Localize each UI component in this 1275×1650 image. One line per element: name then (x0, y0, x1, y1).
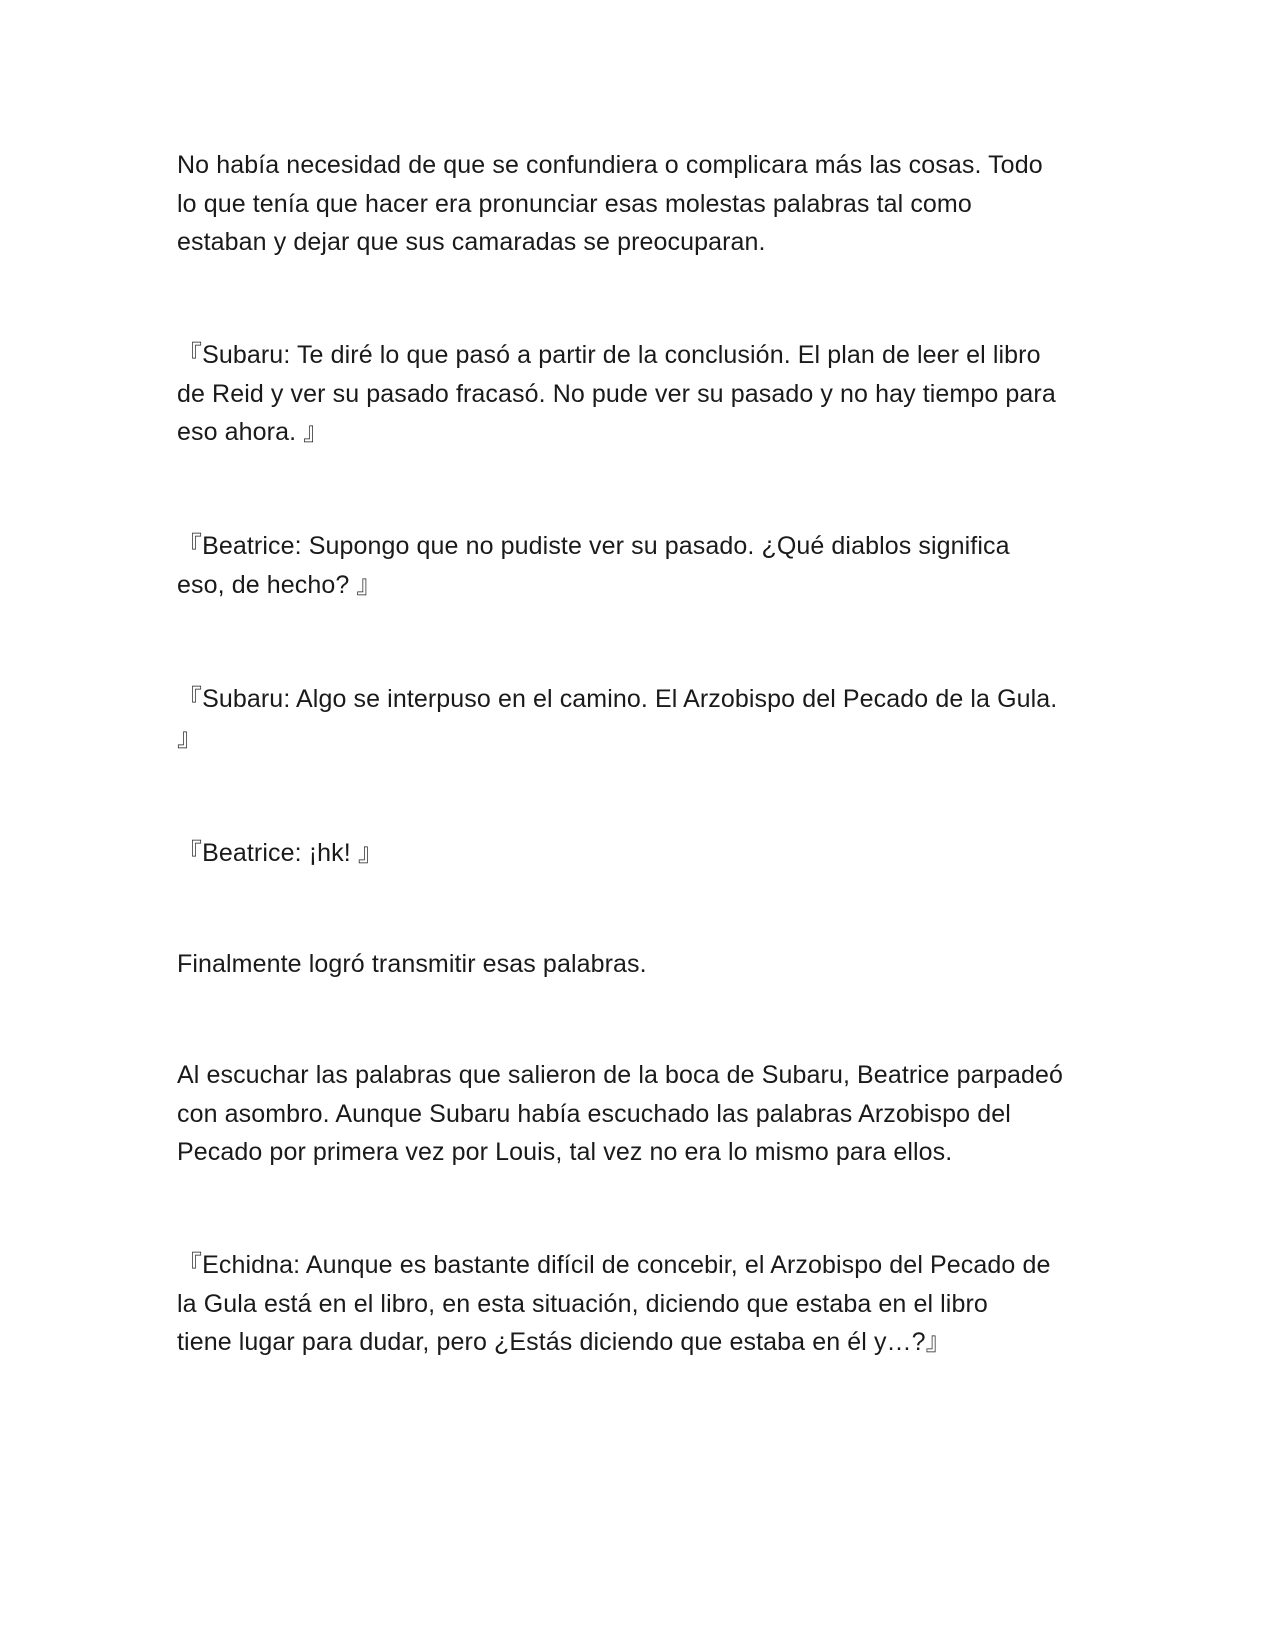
text-line: Al escuchar las palabras que salieron de la boca de Subaru, Beatrice parpadeó (177, 1061, 1064, 1089)
paragraph-dialogue-echidna-1 (177, 1246, 1107, 1362)
text-line: de Reid y ver su pasado fracasó. No pude ver su pasado y no hay tiempo para (177, 379, 1056, 408)
text-line: Finalmente logró transmitir esas palabras. (177, 950, 647, 978)
text-line: Pecado por primera vez por Louis, tal vez no era lo mismo para ellos. (177, 1138, 953, 1166)
paragraph-narration-3 (177, 1056, 1107, 1172)
text-line: eso, de hecho? 』 (177, 570, 382, 599)
text-line: eso ahora. 』 (177, 418, 329, 446)
paragraph-dialogue-beatrice-1 (177, 527, 1107, 604)
paragraph-narration-2 (177, 945, 1107, 984)
paragraph-dialogue-subaru-1 (177, 336, 1107, 452)
text-line: No había necesidad de que se confundiera o complicara más las cosas. Todo (177, 151, 1043, 179)
text-line: 』 (177, 723, 203, 752)
paragraph-narration-1 (177, 146, 1107, 262)
text-line: con asombro. Aunque Subaru había escuchado las palabras Arzobispo del (177, 1099, 1011, 1128)
text-line: estaban y dejar que sus camaradas se preocuparan. (177, 228, 766, 256)
paragraph-dialogue-subaru-2 (177, 680, 1107, 757)
text-line: 『Beatrice: ¡hk! 』 (177, 839, 383, 867)
text-line: la Gula está en el libro, en esta situación, diciendo que estaba en el libro (177, 1289, 988, 1318)
text-line: 『Echidna: Aunque es bastante difícil de concebir, el Arzobispo del Pecado de (177, 1251, 1051, 1279)
text-line: 『Subaru: Algo se interpuso en el camino. El Arzobispo del Pecado de la Gula. (177, 685, 1058, 713)
text-line: tiene lugar para dudar, pero ¿Estás diciendo que estaba en él y…?』 (177, 1328, 951, 1356)
text-line: 『Beatrice: Supongo que no pudiste ver su pasado. ¿Qué diablos significa (177, 532, 1010, 560)
text-line: 『Subaru: Te diré lo que pasó a partir de la conclusión. El plan de leer el libro (177, 341, 1041, 369)
text-line: lo que tenía que hacer era pronunciar esas molestas palabras tal como (177, 189, 972, 218)
paragraph-dialogue-beatrice-2 (177, 834, 1107, 873)
